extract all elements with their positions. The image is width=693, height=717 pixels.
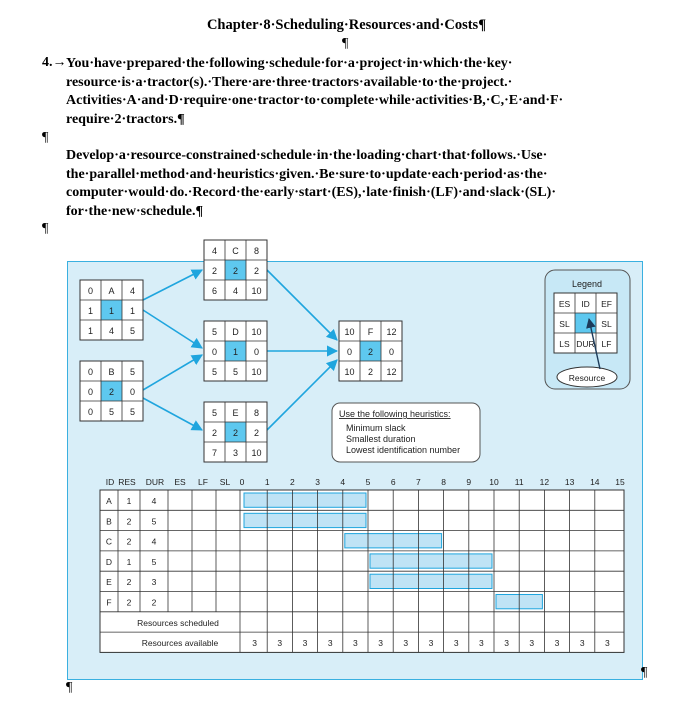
row-id: A: [106, 496, 112, 506]
row-res: 2: [126, 597, 132, 608]
resources-available-value: 3: [252, 638, 257, 649]
node-value: 4: [232, 286, 239, 296]
arrow-a-d: [143, 310, 202, 348]
row-id: F: [106, 597, 112, 608]
node-value: 1: [232, 347, 239, 357]
resources-available-label: Resources available: [141, 638, 219, 649]
text-line: for·the·new·schedule.¶: [66, 203, 204, 219]
node-value: 10: [344, 367, 355, 377]
resources-available-value: 3: [554, 638, 560, 649]
node-value: 10: [251, 327, 262, 337]
time-tick-label: 6: [390, 477, 396, 487]
node-value: A: [108, 286, 115, 296]
paragraph-mark: ¶: [42, 130, 49, 145]
activity-node-c: [204, 240, 267, 300]
row-res: 2: [126, 577, 132, 588]
node-value: 2: [367, 367, 374, 377]
node-value: 12: [386, 367, 397, 377]
legend-title: Legend: [571, 279, 603, 289]
legend-label: SL: [601, 319, 612, 329]
legend-label: ES: [558, 299, 571, 309]
legend-resource-cell: [575, 313, 596, 333]
row-res: 2: [126, 536, 132, 547]
chart-header-lf: LF: [198, 477, 208, 487]
text-line: computer·would·do.·Record·the·early·start·(ES),·late·finish·(LF)·and·slack·(SL)·: [66, 185, 557, 201]
node-value: E: [232, 408, 239, 418]
time-tick-label: 7: [416, 477, 421, 487]
chart-header-dur: DUR: [145, 477, 165, 487]
resources-available-value: 3: [579, 638, 585, 649]
node-value: 5: [211, 367, 218, 377]
row-res: 1: [126, 556, 132, 567]
chapter-title: Chapter·8·Scheduling·Resources·and·Costs¶: [206, 17, 487, 33]
question-number: 4.→: [42, 55, 67, 70]
activity-node-e: [204, 402, 267, 462]
time-tick-label: 10: [489, 477, 499, 487]
schedule-bar-b: [244, 513, 366, 527]
node-value: 5: [232, 367, 239, 377]
schedule-bar-a: [244, 493, 366, 507]
resources-available-value: 3: [353, 638, 358, 649]
resources-available-value: 3: [529, 638, 535, 649]
chart-header-res: RES: [118, 477, 136, 487]
paragraph-mark: ¶: [66, 680, 73, 695]
node-value: 10: [251, 367, 262, 377]
node-value: 5: [129, 367, 136, 377]
time-tick-label: 3: [315, 477, 320, 487]
time-tick-label: 14: [590, 477, 600, 487]
time-tick-label: 0: [239, 477, 245, 487]
time-tick-label: 5: [365, 477, 371, 487]
activity-node-a: [80, 280, 143, 340]
resources-available-value: 3: [327, 638, 333, 649]
node-value: 2: [211, 428, 218, 438]
row-res: 2: [126, 516, 132, 527]
node-value: 10: [251, 448, 262, 458]
time-tick-label: 1: [264, 477, 270, 487]
node-value: 1: [129, 306, 136, 316]
chart-header-id: ID: [105, 477, 115, 487]
loading-chart: [100, 477, 625, 652]
node-value: 5: [129, 326, 136, 336]
node-value: 5: [211, 327, 218, 337]
arrow-b-e: [143, 398, 202, 430]
node-value: C: [232, 246, 239, 256]
node-value: 4: [129, 286, 136, 296]
schedule-bar-d: [370, 554, 492, 568]
node-value: 0: [129, 387, 136, 397]
node-value: 4: [108, 326, 115, 336]
legend-label: DUR: [576, 339, 595, 349]
resources-available-value: 3: [479, 638, 484, 649]
legend-label: SL: [559, 319, 570, 329]
node-value: 0: [388, 347, 395, 357]
schedule-bar-e: [370, 574, 492, 588]
row-dur: 5: [151, 556, 157, 567]
node-value: 0: [87, 367, 94, 377]
resources-available-value: 3: [453, 638, 459, 649]
heuristic-item: Lowest identification number: [346, 445, 461, 455]
text-line: Develop·a·resource-constrained·schedule·in·the·loading·chart·that·follows.·Use·: [66, 148, 548, 163]
node-value: D: [232, 327, 239, 337]
node-value: 8: [253, 246, 260, 256]
row-id: D: [105, 556, 113, 567]
activity-node-b: [80, 361, 143, 421]
node-value: 0: [87, 387, 94, 397]
heuristics-title: Use the following heuristics:: [339, 409, 451, 419]
text-line: require·2·tractors.¶: [66, 111, 185, 127]
node-value: 10: [251, 286, 262, 296]
row-res: 1: [126, 496, 132, 506]
paragraph-mark: ¶: [641, 665, 648, 680]
time-tick-label: 8: [441, 477, 446, 487]
resources-available-value: 3: [605, 638, 610, 649]
heuristic-item: Minimum slack: [346, 423, 406, 433]
node-value: 2: [232, 428, 239, 438]
arrow-e-f: [267, 360, 337, 430]
row-dur: 3: [151, 577, 157, 588]
resources-available-value: 3: [504, 638, 509, 649]
row-dur: 5: [151, 516, 157, 527]
node-value: F: [367, 327, 374, 337]
activity-node-f: [339, 321, 402, 381]
node-value: 10: [344, 327, 355, 337]
activity-node-d: [204, 321, 267, 381]
node-value: 2: [211, 266, 218, 276]
node-value: B: [108, 367, 115, 377]
time-tick-label: 2: [290, 477, 295, 487]
legend-box: [545, 270, 630, 389]
time-tick-label: 9: [466, 477, 472, 487]
time-tick-label: 4: [340, 477, 346, 487]
resources-available-value: 3: [302, 638, 308, 649]
heuristic-item: Smallest duration: [346, 434, 416, 444]
legend-label: LS: [559, 339, 570, 349]
resources-available-value: 3: [277, 638, 283, 649]
legend-resource-label: Resource: [568, 373, 606, 383]
node-value: 0: [253, 347, 260, 357]
resources-scheduled-label: Resources scheduled: [137, 617, 219, 628]
time-tick-label: 12: [539, 477, 550, 487]
node-value: 3: [232, 448, 239, 458]
node-value: 0: [87, 286, 94, 296]
text-line: resource·is·a·tractor(s).·There·are·three·tractors·available·to·the·project.·: [66, 74, 513, 90]
node-value: 0: [211, 347, 218, 357]
node-value: 5: [129, 407, 136, 417]
node-value: 2: [232, 266, 239, 276]
node-value: 1: [87, 306, 94, 316]
node-value: 12: [386, 327, 397, 337]
time-tick-label: 13: [564, 477, 575, 487]
chart-header-sl: SL: [219, 477, 231, 487]
row-id: E: [106, 577, 112, 588]
legend-label: ID: [581, 299, 590, 309]
node-value: 2: [253, 428, 260, 438]
row-id: C: [105, 536, 113, 547]
node-value: 2: [253, 266, 260, 276]
legend-label: EF: [601, 299, 612, 309]
row-dur: 4: [151, 496, 157, 506]
node-value: 1: [87, 326, 94, 336]
node-value: 2: [108, 387, 115, 397]
arrow-a-c: [143, 270, 202, 300]
node-value: 6: [211, 286, 218, 296]
row-dur: 4: [151, 536, 157, 547]
node-value: 4: [211, 246, 218, 256]
text-line: the·parallel·method·and·heuristics·given.·Be·sure·to·update·each·period·as·the·: [66, 166, 548, 182]
node-value: 1: [108, 306, 115, 316]
node-value: 0: [346, 347, 353, 357]
paragraph-mark: ¶: [42, 221, 49, 236]
resources-available-value: 3: [428, 638, 434, 649]
resources-available-value: 3: [403, 638, 409, 649]
node-value: 5: [108, 407, 115, 417]
row-id: B: [106, 516, 112, 527]
legend-label: LF: [601, 339, 612, 349]
node-value: 8: [253, 408, 260, 418]
text-line: You·have·prepared·the·following·schedule·for·a·project·in·which·the·key·: [66, 56, 513, 71]
paragraph-mark: ¶: [342, 36, 349, 51]
time-tick-label: 15: [615, 477, 625, 487]
row-dur: 2: [151, 597, 157, 608]
heuristics-box: [332, 403, 480, 462]
arrow-c-f: [267, 270, 337, 340]
chart-header-es: ES: [174, 477, 186, 487]
text-line: Activities·A·and·D·require·one·tractor·to·complete·while·activities·B,·C,·E·and·F·: [66, 93, 564, 109]
node-value: 0: [87, 407, 94, 417]
arrow-b-d: [143, 355, 202, 390]
node-value: 7: [211, 448, 218, 458]
time-tick-label: 11: [514, 477, 524, 487]
resources-available-value: 3: [378, 638, 383, 649]
node-value: 2: [367, 347, 374, 357]
node-value: 5: [211, 408, 218, 418]
